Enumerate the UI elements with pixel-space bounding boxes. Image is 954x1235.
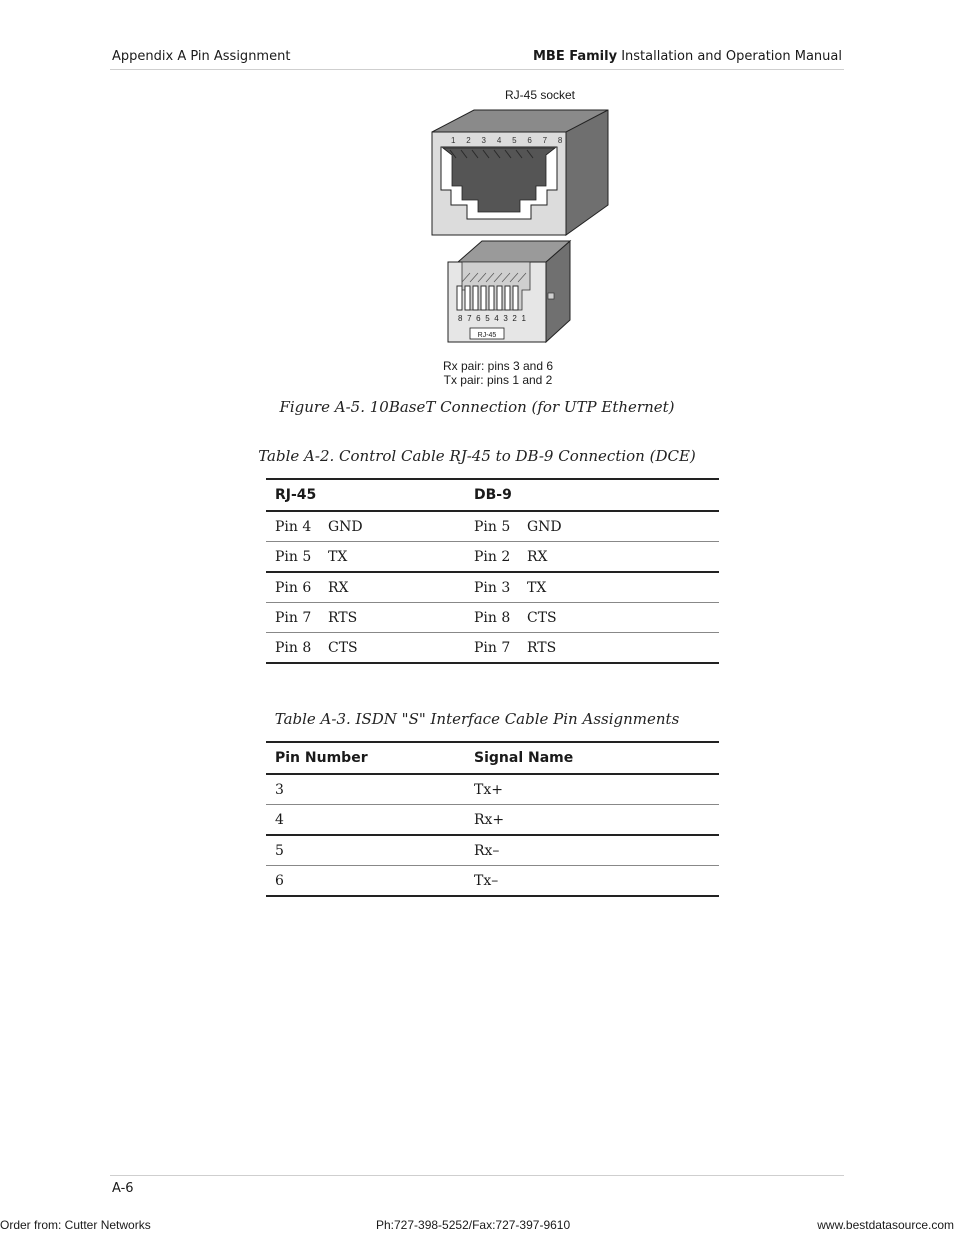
table-row (266, 866, 719, 897)
pin-number-cell: 5 (266, 835, 465, 866)
pin-number-cell: 4 (266, 805, 465, 836)
table-row (266, 511, 719, 542)
table-a2 (266, 478, 719, 664)
table-row (266, 835, 719, 866)
rj45-pin: Pin 7 (275, 609, 312, 626)
page-number: A-6 (112, 1181, 134, 1196)
pin-number-cell: 6 (266, 866, 465, 897)
db9-signal: CTS (527, 609, 557, 626)
db9-pin: Pin 2 (474, 548, 511, 565)
table-row (266, 572, 719, 603)
column-header-pin-number: Pin Number (266, 742, 465, 774)
signal-name-cell: Rx+ (465, 805, 719, 836)
manual-title-rest: Installation and Operation Manual (617, 49, 842, 64)
table-a3-caption: Table A-3. ISDN "S" Interface Cable Pin Assignments (274, 710, 680, 728)
db9-pin: Pin 7 (474, 639, 511, 656)
db9-signal: TX (527, 579, 547, 596)
phone-fax-note: Ph:727-398-5252/Fax:727-397-9610 (376, 1218, 571, 1232)
table-row (266, 633, 719, 664)
plug-label: RJ-45 (477, 332, 497, 339)
rj45-plug-drawing (448, 241, 570, 342)
footer-rule (110, 1175, 844, 1176)
rj45-signal: RTS (328, 609, 358, 626)
manual-title-bold: MBE Family (532, 49, 618, 64)
rj45-signal: TX (328, 548, 348, 565)
plug-pin-numbers: 8 7 6 5 4 3 2 1 (458, 314, 528, 323)
table-header-row (266, 479, 719, 511)
rj45-connector-illustration (0, 0, 954, 400)
signal-name-cell: Tx– (465, 866, 719, 897)
column-header-db9: DB-9 (465, 479, 719, 511)
running-header-section: Appendix A Pin Assignment (112, 49, 291, 64)
rj45-pin: Pin 8 (275, 639, 312, 656)
rj45-signal: GND (328, 518, 363, 535)
table-header-row (266, 742, 719, 774)
socket-pin-numbers: 1 2 3 4 5 6 7 8 (451, 136, 567, 145)
tx-pair-note: Tx pair: pins 1 and 2 (443, 373, 553, 387)
signal-name-cell: Tx+ (474, 781, 503, 798)
rx-pair-note: Rx pair: pins 3 and 6 (442, 359, 554, 373)
db9-signal: RX (527, 548, 548, 565)
db9-signal: RTS (527, 639, 557, 656)
order-from-note: Order from: Cutter Networks (0, 1218, 151, 1232)
table-a2-caption: Table A-2. Control Cable RJ-45 to DB-9 Connection (DCE) (258, 447, 696, 465)
rj45-signal: RX (328, 579, 349, 596)
db9-pin: Pin 3 (474, 579, 511, 596)
website-link[interactable]: www.bestdatasource.com (817, 1218, 954, 1232)
db9-signal: GND (527, 518, 562, 535)
pin-number-cell: 3 (275, 781, 284, 798)
table-row (266, 805, 719, 836)
db9-pin: Pin 8 (474, 609, 511, 626)
rj45-signal: CTS (328, 639, 358, 656)
table-row (266, 603, 719, 633)
rj45-pin: Pin 6 (275, 579, 312, 596)
rj45-socket-drawing (432, 110, 608, 235)
figure-caption: Figure A-5. 10BaseT Connection (for UTP Ethernet) (279, 398, 675, 416)
signal-name-cell: Rx– (465, 835, 719, 866)
socket-label: RJ-45 socket (504, 88, 576, 102)
table-row (266, 774, 719, 805)
table-row (266, 542, 719, 573)
rj45-pin: Pin 4 (275, 518, 312, 535)
rj45-pin: Pin 5 (275, 548, 312, 565)
column-header-rj45: RJ-45 (266, 479, 465, 511)
table-a3 (266, 741, 719, 897)
column-header-signal-name: Signal Name (465, 742, 719, 774)
db9-pin: Pin 5 (474, 518, 511, 535)
